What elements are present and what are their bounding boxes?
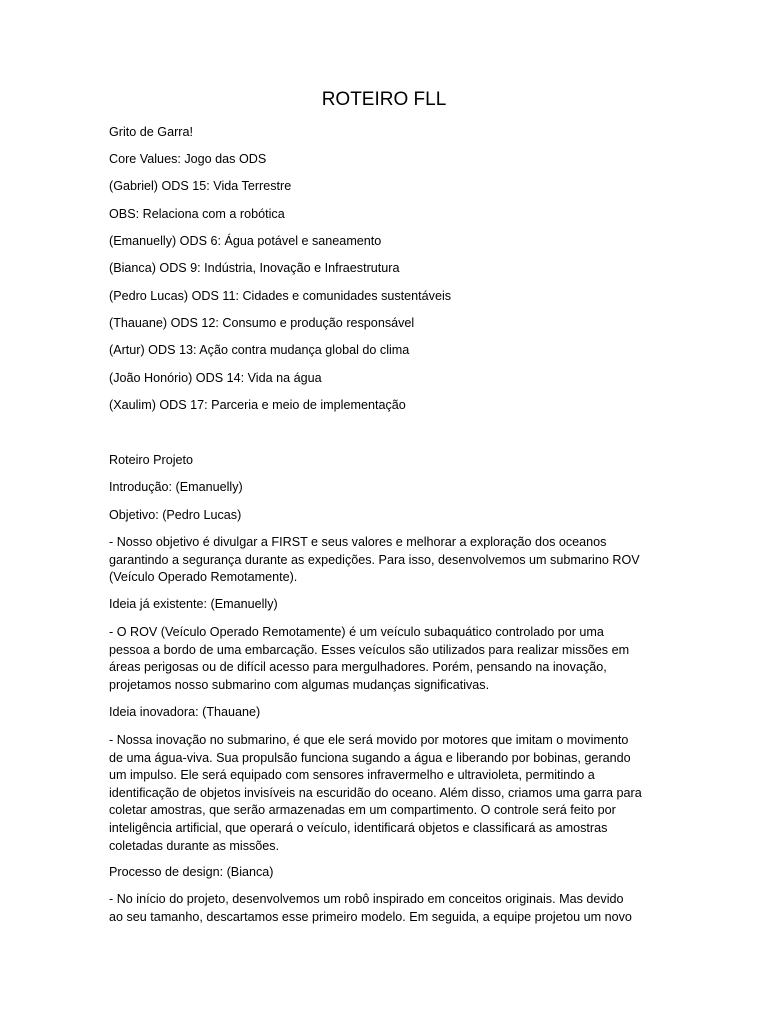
paragraph-line: - Nosso objetivo é divulgar a FIRST e seus valores e melhorar a exploração dos oceanos (109, 535, 607, 549)
text-line: (Thauane) ODS 12: Consumo e produção responsável (109, 316, 415, 330)
paragraph-line: ao seu tamanho, descartamos esse primeiro modelo. Em seguida, a equipe projetou um novo (109, 909, 632, 924)
paragraph-line: identificação de objetos invisíveis na escuridão do oceano. Além disso, criamos uma garra para (109, 785, 642, 800)
paragraph-line: pessoa a bordo de uma embarcação. Esses veículos são utilizados para realizar missões em (109, 642, 630, 657)
text-line: (Pedro Lucas) ODS 11: Cidades e comunidades sustentáveis (109, 289, 452, 303)
paragraph-line: - No início do projeto, desenvolvemos um robô inspirado em conceitos originais. Mas devido (109, 892, 624, 906)
text-line: OBS: Relaciona com a robótica (109, 207, 285, 221)
design-process-paragraph (109, 891, 659, 926)
existing-idea-paragraph (109, 624, 659, 694)
text-line: (Emanuelly) ODS 6: Água potável e saneamento (109, 234, 382, 248)
objective-label: Objetivo: (Pedro Lucas) (109, 508, 242, 522)
text-line: Grito de Garra! (109, 125, 193, 139)
paragraph-line: - O ROV (Veículo Operado Remotamente) é um veículo subaquático controlado por uma (109, 625, 604, 639)
objective-paragraph (109, 534, 659, 587)
design-process-label: Processo de design: (Bianca) (109, 865, 274, 879)
intro-label: Introdução: (Emanuelly) (109, 480, 243, 494)
existing-idea-label: Ideia já existente: (Emanuelly) (109, 597, 278, 611)
innovative-idea-paragraph (109, 732, 659, 855)
paragraph-line: coletadas durante as missões. (109, 838, 280, 853)
paragraph-line: projetamos nosso submarino com algumas mudanças significativas. (109, 677, 490, 692)
paragraph-line: (Veículo Operado Remotamente). (109, 570, 298, 585)
text-line: (Bianca) ODS 9: Indústria, Inovação e Infraestrutura (109, 261, 400, 275)
text-line: (João Honório) ODS 14: Vida na água (109, 371, 322, 385)
document-title: ROTEIRO FLL (321, 89, 447, 110)
text-line: (Artur) ODS 13: Ação contra mudança global do clima (109, 343, 410, 357)
paragraph-line: um impulso. Ele será equipado com sensores infravermelho e ultravioleta, permitindo a (109, 768, 595, 783)
paragraph-line: inteligência artificial, que operará o veículo, identificará objetos e classificará as amostras (109, 820, 608, 835)
text-line: Core Values: Jogo das ODS (109, 152, 267, 166)
text-line: (Xaulim) ODS 17: Parceria e meio de implementação (109, 398, 406, 412)
section-heading: Roteiro Projeto (109, 453, 193, 467)
innovative-idea-label: Ideia inovadora: (Thauane) (109, 705, 261, 719)
paragraph-line: coletar amostras, que serão armazenadas em um compartimento. O controle será feito por (109, 803, 616, 818)
paragraph-line: garantindo a segurança durante as expedições. Para isso, desenvolvemos um submarino ROV (109, 552, 640, 567)
text-line: (Gabriel) ODS 15: Vida Terrestre (109, 179, 292, 193)
paragraph-line: de uma água-viva. Sua propulsão funciona sugando a água e liberando por bobinas, gerando (109, 750, 631, 765)
paragraph-line: áreas perigosas ou de difícil acesso para mergulhadores. Porém, pensando na inovação, (109, 660, 607, 675)
paragraph-line: - Nossa inovação no submarino, é que ele será movido por motores que imitam o movimento (109, 733, 629, 747)
